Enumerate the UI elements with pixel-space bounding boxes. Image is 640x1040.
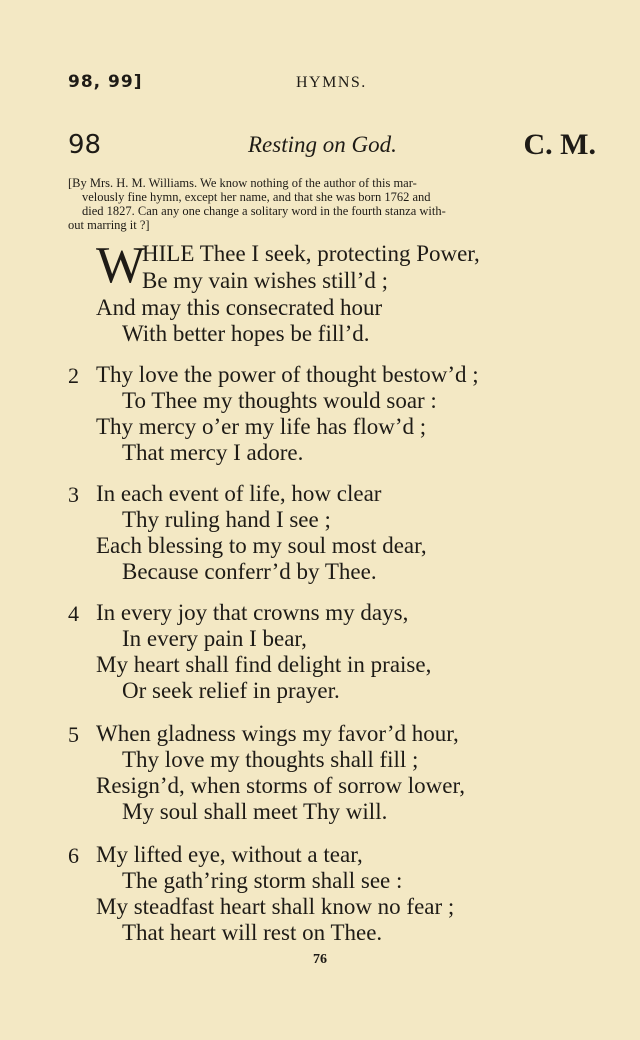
stanza-number: 2 — [68, 363, 79, 388]
verse-line: The gath’ring storm shall see : — [122, 868, 403, 893]
stanza-4 — [68, 600, 608, 710]
verse-line: In each event of life, how clear — [96, 481, 382, 506]
verse-line: In every pain I bear, — [122, 626, 307, 651]
verse-line: To Thee my thoughts would soar : — [122, 388, 437, 413]
verse-line: With better hopes be fill’d. — [122, 321, 370, 346]
stanza-6 — [68, 842, 608, 952]
verse-line: And may this consecrated hour — [96, 295, 383, 320]
running-head — [68, 72, 608, 100]
stanza-1 — [68, 237, 608, 350]
hymn-meter: C. M. — [523, 128, 596, 161]
verse-line: HILE Thee I seek, protecting Power, — [142, 241, 480, 266]
attribution-line: velously fine hymn, except her name, and that she was born 1762 and — [82, 190, 431, 204]
stanza-5 — [68, 721, 608, 831]
verse-line: My soul shall meet Thy will. — [122, 799, 388, 824]
page-number: 76 — [313, 952, 327, 967]
drop-cap: W — [96, 237, 146, 294]
attribution-line: [By Mrs. H. M. Williams. We know nothing of the author of this mar- — [68, 176, 417, 190]
verse-line: Thy love the power of thought bestow’d ; — [96, 362, 479, 387]
attribution-line: died 1827. Can any one change a solitary word in the fourth stanza with- — [82, 204, 446, 218]
hymn-header — [68, 130, 608, 170]
hymn-number: 98 — [68, 130, 102, 160]
stanza-2 — [68, 362, 608, 472]
stanza-number: 6 — [68, 843, 79, 868]
verse-line: Resign’d, when storms of sorrow lower, — [96, 773, 465, 798]
attribution-line: out marring it ?] — [68, 218, 150, 232]
verse-line: When gladness wings my favor’d hour, — [96, 721, 459, 746]
verse-line: Because conferr’d by Thee. — [122, 559, 377, 584]
attribution-note — [68, 176, 598, 232]
verse-line: That heart will rest on Thee. — [122, 920, 383, 945]
verse-line: Be my vain wishes still’d ; — [142, 268, 388, 293]
stanza-number: 3 — [68, 482, 79, 507]
section-title: HYMNS. — [296, 74, 367, 91]
verse-line: Thy mercy o’er my life has flow’d ; — [96, 414, 427, 439]
stanza-number: 4 — [68, 601, 79, 626]
stanza-3 — [68, 481, 608, 591]
verse-line: My lifted eye, without a tear, — [96, 842, 363, 867]
verse-line: In every joy that crowns my days, — [96, 600, 409, 625]
hymn-title: Resting on God. — [248, 132, 397, 157]
verse-line: That mercy I adore. — [122, 440, 304, 465]
verse-line: My steadfast heart shall know no fear ; — [96, 894, 455, 919]
verse-line: Thy ruling hand I see ; — [122, 507, 331, 532]
verse-line: Each blessing to my soul most dear, — [96, 533, 427, 558]
verse-line: Or seek relief in prayer. — [122, 678, 340, 703]
verse-line: My heart shall find delight in praise, — [96, 652, 432, 677]
stanza-number: 5 — [68, 722, 79, 747]
verse-line: Thy love my thoughts shall fill ; — [122, 747, 419, 772]
hymn-range: 98, 99] — [68, 72, 143, 92]
